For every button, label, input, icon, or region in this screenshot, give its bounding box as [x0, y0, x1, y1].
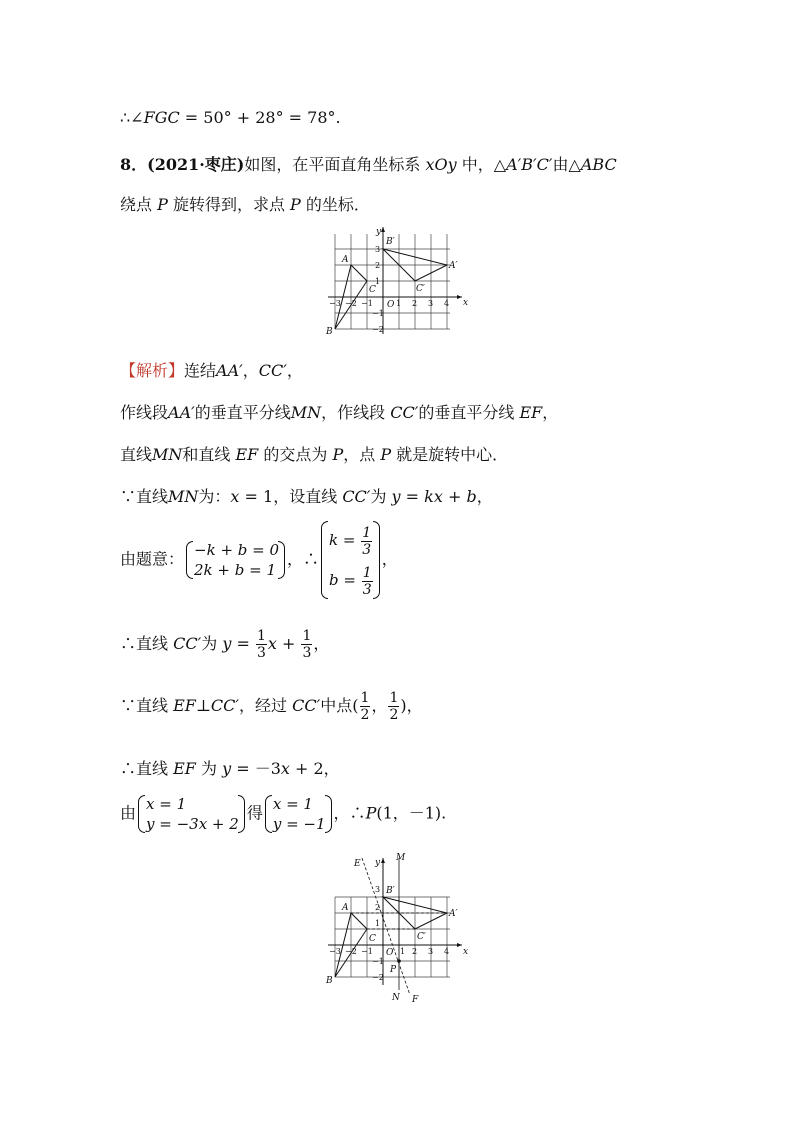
point-p-label: P	[390, 965, 397, 975]
text: ，	[371, 696, 388, 715]
point-name: P	[157, 195, 168, 214]
text: ，∴	[333, 803, 366, 823]
analysis-line-2	[120, 400, 558, 423]
variable: kx	[424, 487, 443, 506]
x-tick: −2	[345, 947, 357, 956]
numerator: 1	[362, 524, 372, 541]
point-b-label: B	[326, 327, 333, 337]
x-tick: −3	[329, 299, 341, 308]
point-b1-label: B′	[386, 237, 395, 247]
fraction	[362, 565, 373, 598]
therefore-angle-symbol: ∴∠	[120, 108, 144, 127]
x-tick: 2	[412, 299, 418, 308]
y-tick: −2	[372, 325, 384, 334]
equation-row	[329, 560, 374, 600]
equation-row: 2k + b = 1	[194, 561, 277, 579]
text: )，	[400, 696, 423, 715]
text: b =	[329, 571, 361, 589]
text: ∴直线	[120, 759, 174, 778]
point-b-label: B	[326, 976, 333, 986]
text: =	[231, 634, 255, 653]
angle-name: FGC	[143, 108, 180, 127]
coordinate-figure-1	[320, 222, 480, 342]
variable: x	[267, 634, 277, 653]
text: + 2，	[289, 759, 340, 778]
text: ，经过	[239, 696, 293, 715]
equation-system	[136, 794, 247, 834]
x-tick: 4	[444, 299, 450, 308]
text: 的交点为	[258, 445, 333, 464]
text: ，∴	[287, 549, 320, 569]
text: 为	[195, 759, 223, 778]
text: 由题意：	[120, 549, 185, 569]
text: 作线段	[120, 403, 169, 422]
equation-row: x = 1	[272, 795, 313, 813]
numerator: 1	[389, 690, 399, 706]
problem-number: 8．(2021·枣庄)	[120, 155, 245, 174]
text: 旋转得到，求点	[167, 195, 291, 214]
y-tick: 2	[375, 903, 381, 912]
text: 中，△	[456, 155, 507, 174]
denominator: 2	[389, 707, 399, 723]
line-ef	[362, 858, 410, 995]
segment-name: CC′	[173, 634, 202, 653]
perpendicular-symbol: ⊥	[195, 696, 211, 715]
denominator: 3	[362, 581, 372, 598]
text: =	[400, 487, 425, 506]
line-name: MN	[168, 487, 199, 506]
segment-name: CC′	[342, 487, 371, 506]
equation-row: y = −1	[272, 815, 326, 833]
y-tick: 2	[375, 261, 381, 270]
x-axis-label: x	[463, 298, 469, 308]
text: ，作线段	[321, 403, 391, 422]
segment-name: CC′	[292, 696, 321, 715]
numerator: 1	[302, 628, 312, 644]
y-tick: 3	[375, 245, 381, 254]
point-a1-label: A′	[449, 909, 458, 919]
text: = －3	[231, 759, 281, 778]
x-tick: 1	[400, 947, 406, 956]
analysis-line-3	[120, 442, 508, 465]
text: 直线	[120, 445, 153, 464]
fraction	[360, 690, 371, 723]
equation-row	[329, 520, 374, 560]
analysis-line-1	[120, 358, 303, 381]
point-c-label: C	[369, 285, 376, 295]
numerator: 1	[362, 564, 372, 581]
point-m-label: M	[396, 853, 406, 863]
segment-name: CC′	[390, 403, 419, 422]
point-name: P	[365, 803, 377, 823]
analysis-line-8	[120, 756, 340, 779]
text: ∵直线	[120, 487, 169, 506]
text: ∴直线	[120, 634, 174, 653]
analysis-line-9	[120, 794, 446, 834]
text: k =	[329, 531, 361, 549]
equation-system	[184, 540, 287, 580]
text: ，	[542, 403, 559, 422]
point-f-label: F	[412, 995, 419, 1005]
line-name: EF	[173, 759, 196, 778]
point-name: P	[290, 195, 301, 214]
text: 连结	[184, 361, 217, 380]
point-c1-label: C′	[417, 932, 426, 942]
text: 为：	[198, 487, 231, 506]
x-tick: 1	[396, 299, 402, 308]
text: (1，－1).	[376, 803, 447, 823]
text: ，	[476, 487, 493, 506]
fraction	[361, 525, 372, 558]
problem-statement-line-2	[120, 192, 370, 215]
x-tick: −1	[361, 947, 373, 956]
text: 就是旋转中心．	[391, 445, 509, 464]
variable: x	[280, 759, 290, 778]
denominator: 3	[302, 645, 312, 661]
y-tick: 1	[375, 919, 381, 928]
point-a1-label: A′	[449, 261, 458, 271]
denominator: 3	[256, 645, 266, 661]
variable: y	[391, 487, 401, 506]
text: ，	[242, 361, 259, 380]
coord-system-name: xOy	[425, 155, 457, 174]
text: 如图，在平面直角坐标系	[244, 155, 426, 174]
y-tick: 1	[375, 277, 381, 286]
text: ∵直线	[120, 696, 174, 715]
x-tick: 2	[412, 947, 418, 956]
text: 的垂直平分线	[194, 403, 291, 422]
point-p	[397, 959, 401, 963]
text: 的坐标．	[300, 195, 370, 214]
variable: y	[222, 759, 232, 778]
analysis-tag: 【解析】	[120, 361, 185, 380]
equation-row: y = −3x + 2	[146, 815, 239, 833]
y-tick: −1	[372, 957, 384, 966]
text: 绕点	[120, 195, 158, 214]
analysis-line-7	[120, 690, 423, 723]
numerator: 1	[360, 690, 370, 706]
x-tick: 4	[444, 947, 450, 956]
point-b1-label: B′	[386, 886, 395, 896]
y-tick: −2	[372, 973, 384, 982]
variable: x	[230, 487, 240, 506]
analysis-line-4	[120, 484, 493, 507]
line-name: EF	[173, 696, 196, 715]
coordinate-figure-2	[320, 850, 480, 1005]
fraction	[256, 628, 267, 661]
point-a-label: A	[342, 903, 349, 913]
solution-system	[263, 794, 334, 834]
numerator: 1	[256, 628, 266, 644]
origin-label: O	[386, 948, 394, 958]
line-name: EF	[519, 403, 543, 422]
text: 为	[201, 634, 223, 653]
point-e-label: E	[354, 859, 361, 869]
segment-name: CC′	[210, 696, 240, 715]
text: = 1，设直线	[239, 487, 343, 506]
triangle-name: A′B′C′	[506, 155, 553, 174]
analysis-line-6	[120, 628, 329, 661]
line-name: MN	[290, 403, 322, 422]
y-tick: −1	[372, 309, 384, 318]
x-tick: −2	[345, 299, 357, 308]
conclusion-angle-line	[120, 108, 341, 127]
x-tick: −3	[329, 947, 341, 956]
x-axis-label: x	[463, 947, 469, 957]
text: ，	[313, 634, 330, 653]
analysis-line-5	[120, 520, 398, 600]
text: 为	[370, 487, 392, 506]
x-tick: 3	[428, 947, 434, 956]
text: 中点(	[320, 696, 359, 715]
text: ，	[381, 549, 398, 569]
text: 由△	[552, 155, 581, 174]
text: 的垂直平分线	[418, 403, 520, 422]
point-a-label: A	[342, 255, 349, 265]
denominator: 2	[360, 707, 370, 723]
variable: b	[466, 487, 477, 506]
text: 和直线	[182, 445, 236, 464]
solution-system	[319, 520, 382, 600]
fraction	[388, 690, 399, 723]
triangle-name: ABC	[580, 155, 617, 174]
y-axis-label: y	[375, 858, 381, 868]
fraction	[301, 628, 312, 661]
text: +	[276, 634, 301, 653]
line-name: MN	[152, 445, 183, 464]
y-axis-label: y	[376, 227, 382, 237]
point-name: P	[380, 445, 392, 464]
variable: y	[222, 634, 232, 653]
origin-label: O	[387, 300, 395, 310]
equation-row: x = 1	[146, 795, 187, 813]
point-name: P	[332, 445, 344, 464]
text: +	[442, 487, 467, 506]
line-name: EF	[235, 445, 259, 464]
grid	[335, 234, 450, 329]
text: 由	[120, 803, 137, 823]
equation-row: −k + b = 0	[194, 541, 280, 559]
denominator: 3	[362, 541, 372, 558]
segment-name: AA′	[216, 361, 243, 380]
segment-name: AA′	[168, 403, 195, 422]
text: ，	[286, 361, 303, 380]
segment-name: CC′	[258, 361, 287, 380]
point-c-label: C	[369, 934, 376, 944]
text: ，点	[343, 445, 381, 464]
x-tick: −1	[361, 299, 373, 308]
x-tick: 3	[428, 299, 434, 308]
point-n-label: N	[392, 993, 400, 1003]
y-tick: 3	[375, 885, 381, 894]
problem-statement-line-1	[120, 152, 617, 175]
angle-value: = 50° + 28° = 78°.	[179, 108, 341, 127]
point-c1-label: C′	[416, 284, 425, 294]
text: 得	[246, 803, 263, 823]
